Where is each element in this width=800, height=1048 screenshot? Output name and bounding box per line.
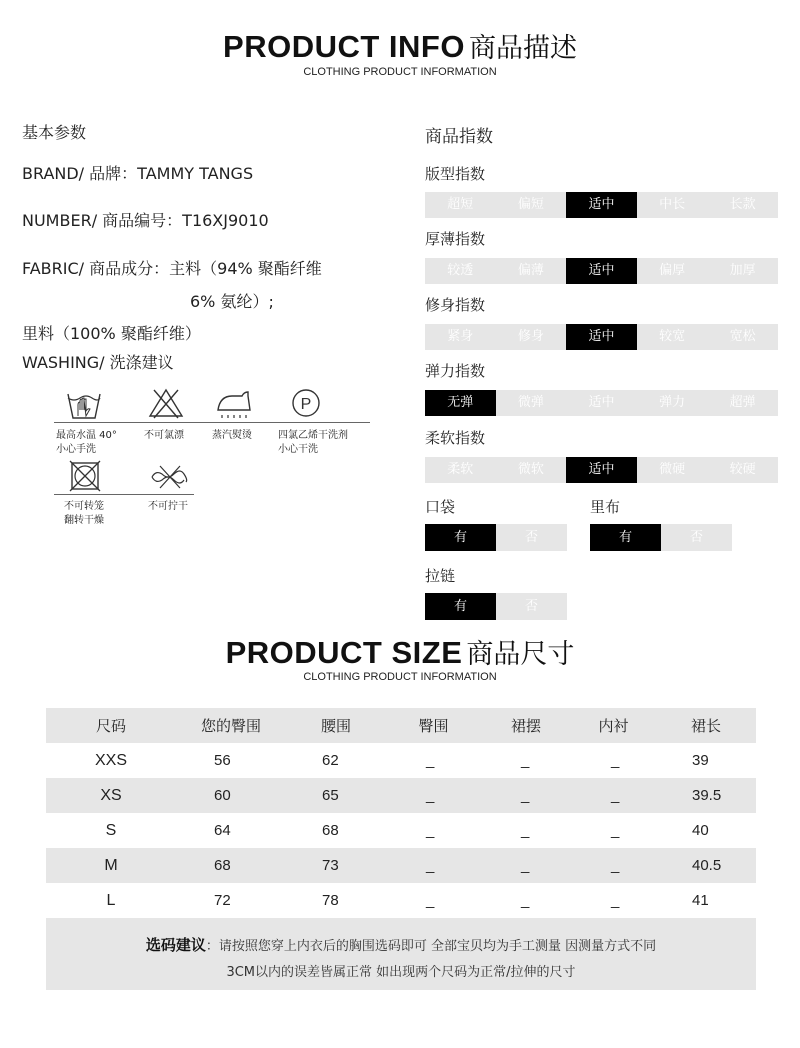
measure-cell: _ xyxy=(426,752,435,769)
scale-option: 超短 xyxy=(447,197,474,212)
scale-option: 偏厚 xyxy=(659,263,686,278)
size-row xyxy=(46,778,756,813)
scale-bar-elasticity xyxy=(425,390,778,416)
scale-option: 长款 xyxy=(729,197,756,212)
measure-cell: 60 xyxy=(176,778,286,813)
scale-option: 较透 xyxy=(447,263,474,278)
scale-option-selected: 适中 xyxy=(566,324,637,350)
size-advice-line1 xyxy=(46,934,756,955)
yn-option: 否 xyxy=(524,599,538,614)
col-header: 裙摆 xyxy=(481,708,571,743)
steam-iron-icon xyxy=(214,386,254,420)
size-table xyxy=(46,708,756,918)
scale-label-softness: 柔软指数 xyxy=(425,429,486,447)
scale-option-selected: 适中 xyxy=(566,258,637,284)
measure-cell: 41 xyxy=(692,892,709,909)
measure-cell: _ xyxy=(426,892,435,909)
scale-bar-thickness xyxy=(425,258,778,284)
col-header: 臀围 xyxy=(386,708,481,743)
hand-wash-label: 最高水温 40° 小心手洗 xyxy=(56,430,117,455)
number-text: NUMBER/ 商品编号：T16XJ9010 xyxy=(22,211,269,230)
measure-cell: 65 xyxy=(286,778,386,813)
scale-option: 偏短 xyxy=(517,197,544,212)
measure-cell: _ xyxy=(611,892,620,909)
measure-cell: 40 xyxy=(692,822,709,839)
steam-iron-label: 蒸汽熨烫 xyxy=(212,430,252,441)
measure-cell: _ xyxy=(521,892,530,909)
size-row xyxy=(46,813,756,848)
hand-wash-icon xyxy=(64,388,104,422)
scale-label-slim: 修身指数 xyxy=(425,296,486,314)
measure-cell: _ xyxy=(611,822,620,839)
lining-label: 里布 xyxy=(590,498,621,516)
yn-option-selected: 有 xyxy=(425,593,496,620)
scale-option: 加厚 xyxy=(729,263,756,278)
product-info-title-en: PRODUCT INFO xyxy=(223,29,465,64)
no-wring-label: 不可拧干 xyxy=(148,501,188,512)
measure-cell: 73 xyxy=(286,848,386,883)
washing-heading: WASHING/ 洗涤建议 xyxy=(22,353,174,372)
size-advice-box xyxy=(46,918,756,990)
scale-option: 超弹 xyxy=(729,395,756,410)
product-info-title xyxy=(0,26,800,65)
size-row xyxy=(46,848,756,883)
scale-option: 修身 xyxy=(517,329,544,344)
scale-label-elasticity: 弹力指数 xyxy=(425,362,486,380)
size-row xyxy=(46,743,756,778)
scale-bar-fit xyxy=(425,192,778,218)
dry-clean-label: 四氯乙烯干洗剂 小心干洗 xyxy=(278,430,348,455)
yn-option: 否 xyxy=(689,530,703,545)
size-advice-label: 选码建议 xyxy=(145,936,206,954)
no-tumble-dry-icon xyxy=(64,460,104,494)
size-cell: XXS xyxy=(94,751,127,769)
measure-cell: 68 xyxy=(176,848,286,883)
measure-cell: _ xyxy=(571,778,656,813)
scale-bar-slim xyxy=(425,324,778,350)
measure-cell: 56 xyxy=(214,752,231,769)
scale-option-selected: 无弹 xyxy=(425,390,496,416)
wash-divider-1 xyxy=(54,422,370,423)
product-size-title-en: PRODUCT SIZE xyxy=(225,635,463,670)
scale-option-selected: 适中 xyxy=(566,457,637,483)
scale-label-fit: 版型指数 xyxy=(425,165,486,183)
measure-cell: _ xyxy=(426,822,435,839)
no-wring-icon xyxy=(150,460,190,494)
scale-option: 较宽 xyxy=(659,329,686,344)
measure-cell: 68 xyxy=(322,822,339,839)
product-size-title-cn: 商品尺寸 xyxy=(466,639,575,670)
measure-cell: _ xyxy=(611,752,620,769)
yn-option-selected: 有 xyxy=(425,524,496,551)
yn-option-selected: 有 xyxy=(590,524,661,551)
size-row xyxy=(46,883,756,918)
scale-bar-softness xyxy=(425,457,778,483)
scale-option-selected: 适中 xyxy=(566,192,637,218)
measure-cell: 64 xyxy=(214,822,231,839)
scale-option: 柔软 xyxy=(447,462,474,477)
measure-cell: _ xyxy=(481,778,571,813)
measure-cell: 39.5 xyxy=(656,778,756,813)
col-header: 腰围 xyxy=(286,708,386,743)
size-table-header xyxy=(46,708,756,743)
brand-text: BRAND/ 品牌：TAMMY TANGS xyxy=(22,164,254,183)
measure-cell: 39 xyxy=(692,752,709,769)
zipper-bar xyxy=(425,593,567,620)
size-advice-text1: ：请按照您穿上内衣后的胸围选码即可 全部宝贝均为手工测量 因测量方式不同 xyxy=(205,939,657,954)
size-cell: XS xyxy=(46,778,176,813)
scale-option: 偏薄 xyxy=(517,263,544,278)
col-header: 内衬 xyxy=(571,708,656,743)
lining-text: 里料（100% 聚酯纤维） xyxy=(22,324,201,343)
product-size-title xyxy=(0,632,800,671)
size-cell: S xyxy=(105,821,117,839)
scale-option: 微硬 xyxy=(659,462,686,477)
measure-cell: 62 xyxy=(322,752,339,769)
wash-divider-2 xyxy=(54,494,194,495)
measure-cell: _ xyxy=(386,778,481,813)
col-header: 您的臀围 xyxy=(176,708,286,743)
measure-cell: 40.5 xyxy=(656,848,756,883)
no-bleach-label: 不可氯漂 xyxy=(144,430,184,441)
measure-cell: _ xyxy=(481,848,571,883)
scale-option: 微弹 xyxy=(517,395,544,410)
measure-cell: _ xyxy=(571,848,656,883)
scale-option: 较硬 xyxy=(729,462,756,477)
no-tumble-dry-label: 不可转笼 翻转干燥 xyxy=(64,501,104,526)
indices-heading: 商品指数 xyxy=(425,127,493,147)
no-bleach-icon xyxy=(146,386,186,420)
pocket-label: 口袋 xyxy=(425,498,456,516)
product-info-title-cn: 商品描述 xyxy=(468,33,577,64)
dry-clean-p-icon xyxy=(286,386,326,420)
product-info-subtitle: CLOTHING PRODUCT INFORMATION xyxy=(303,66,497,78)
scale-option: 中长 xyxy=(659,197,686,212)
measure-cell: _ xyxy=(521,822,530,839)
svg-text:P: P xyxy=(300,396,312,413)
scale-option: 微软 xyxy=(517,462,544,477)
basic-params-heading: 基本参数 xyxy=(22,123,87,142)
size-cell: M xyxy=(46,848,176,883)
zipper-label: 拉链 xyxy=(425,567,456,585)
yn-option: 否 xyxy=(524,530,538,545)
scale-option: 适中 xyxy=(588,395,615,410)
fabric-text-line2: 6% 氨纶）; xyxy=(190,292,274,311)
scale-option: 宽松 xyxy=(729,329,756,344)
fabric-text-line1: FABRIC/ 商品成分：主料（94% 聚酯纤维 xyxy=(22,259,322,278)
measure-cell: 78 xyxy=(322,892,339,909)
measure-cell: _ xyxy=(386,848,481,883)
col-header: 裙长 xyxy=(656,708,756,743)
product-size-subtitle: CLOTHING PRODUCT INFORMATION xyxy=(303,671,497,683)
col-header: 尺码 xyxy=(46,708,176,743)
pocket-bar xyxy=(425,524,567,551)
size-cell: L xyxy=(106,891,116,909)
measure-cell: 72 xyxy=(214,892,231,909)
scale-option: 紧身 xyxy=(447,329,474,344)
scale-option: 弹力 xyxy=(659,395,686,410)
size-advice-line2: 3CM以内的误差皆属正常 如出现两个尺码为正常/拉伸的尺寸 xyxy=(226,965,576,980)
lining-bar xyxy=(590,524,732,551)
measure-cell: _ xyxy=(521,752,530,769)
scale-label-thickness: 厚薄指数 xyxy=(425,230,486,248)
